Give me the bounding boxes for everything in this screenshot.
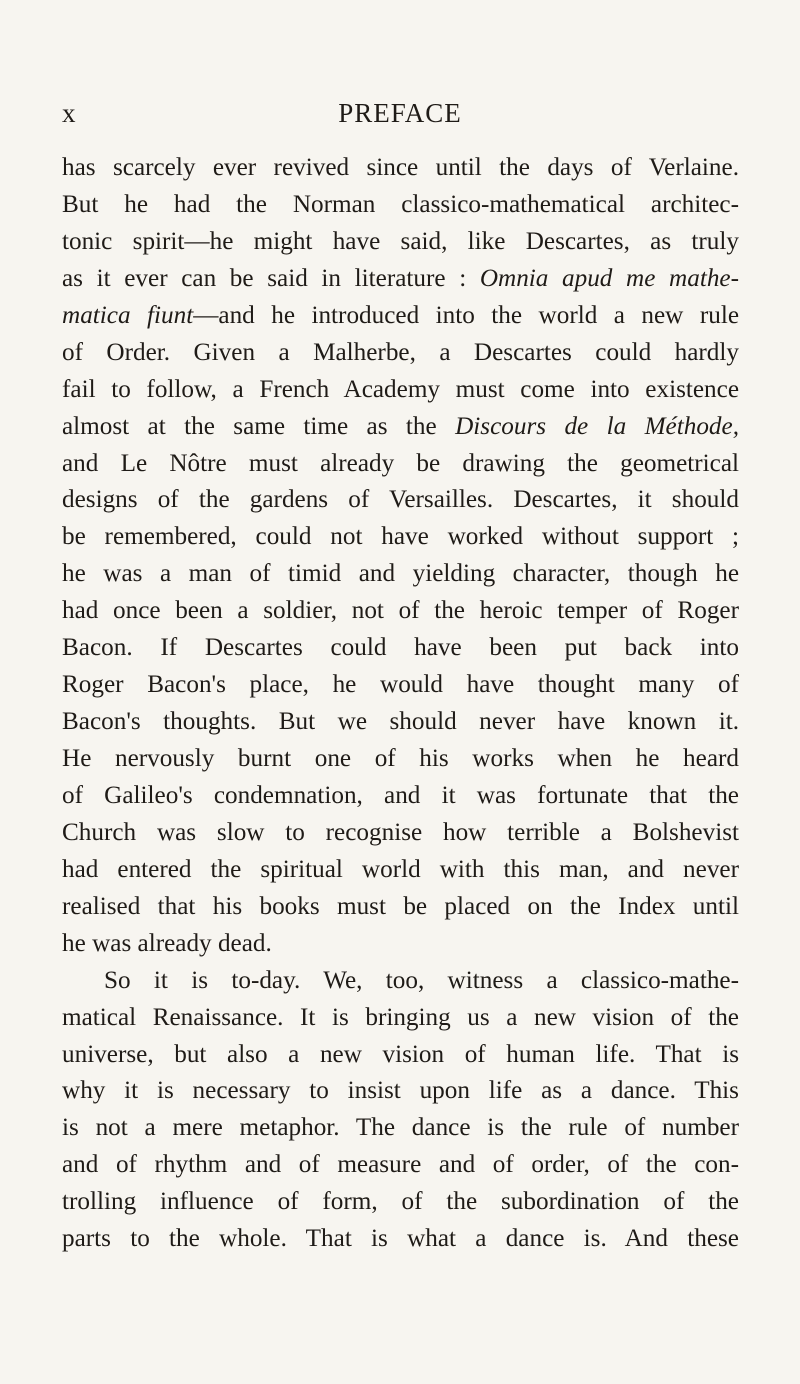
- text-line: designs of the gardens of Versailles. Descartes, it should: [62, 486, 739, 514]
- text-line: [62, 298, 739, 335]
- page-title: PREFACE: [338, 98, 462, 128]
- text-line: had entered the spiritual world with this man, and never: [62, 855, 739, 883]
- text-line: and of rhythm and of measure and of order, of the con-: [62, 1151, 739, 1179]
- text-line: of Galileo's condemnation, and it was fortunate that the: [62, 781, 739, 809]
- text-line: why it is necessary to insist upon life as a dance. This: [62, 1077, 739, 1105]
- text-line: Bacon. If Descartes could have been put back into: [62, 634, 739, 662]
- text-line: matical Renaissance. It is bringing us a new vision of the: [62, 1003, 739, 1031]
- text-line: [62, 409, 739, 446]
- text-line: of Order. Given a Malherbe, a Descartes could hardly: [62, 338, 739, 366]
- text-line: be remembered, could not have worked without support ;: [62, 523, 739, 551]
- text-line: had once been a soldier, not of the heroic temper of Roger: [62, 597, 739, 625]
- text-line: is not a mere metaphor. The dance is the rule of number: [62, 1114, 739, 1142]
- text-line: he was already dead.: [62, 929, 272, 957]
- text-line: tonic spirit—he might have said, like Descartes, as truly: [62, 227, 739, 255]
- text-line: Roger Bacon's place, he would have thought many of: [62, 671, 739, 699]
- text-line: realised that his books must be placed on the Index until: [62, 892, 739, 920]
- latin-quote: matica fiunt: [62, 301, 194, 329]
- text-line: He nervously burnt one of his works when he heard: [62, 745, 739, 772]
- page-number: x: [62, 98, 76, 128]
- text-line: fail to follow, a French Academy must come into existence: [62, 375, 739, 403]
- text-line: he was a man of timid and yielding character, though he: [62, 560, 739, 588]
- book-title: Discours de la Méthode,: [455, 412, 739, 440]
- running-head: [62, 98, 738, 138]
- text-segment: almost at the same time as the: [62, 412, 456, 440]
- latin-quote: Omnia apud me mathe-: [479, 264, 739, 292]
- text-line: universe, but also a new vision of human life. That is: [62, 1040, 739, 1068]
- text-line: Church was slow to recognise how terrible a Bolshevist: [62, 818, 739, 846]
- text-line: trolling influence of form, of the subordination of the: [62, 1188, 739, 1216]
- text-line: But he had the Norman classico-mathematical architec-: [62, 190, 739, 218]
- text-line: parts to the whole. That is what a dance is. And these: [62, 1225, 739, 1253]
- text-line: and Le Nôtre must already be drawing the geometrical: [62, 449, 739, 477]
- text-line: [62, 261, 739, 298]
- text-line: has scarcely ever revived since until the days of Verlaine.: [62, 154, 739, 181]
- text-line: So it is to-day. We, too, witness a classico-mathe-: [104, 966, 739, 994]
- text-segment: as it ever can be said in literature :: [62, 264, 480, 292]
- text-line: Bacon's thoughts. But we should never have known it.: [62, 708, 739, 736]
- text-segment: —and he introduced into the world a new rule: [193, 301, 739, 329]
- body-text: [62, 150, 739, 1258]
